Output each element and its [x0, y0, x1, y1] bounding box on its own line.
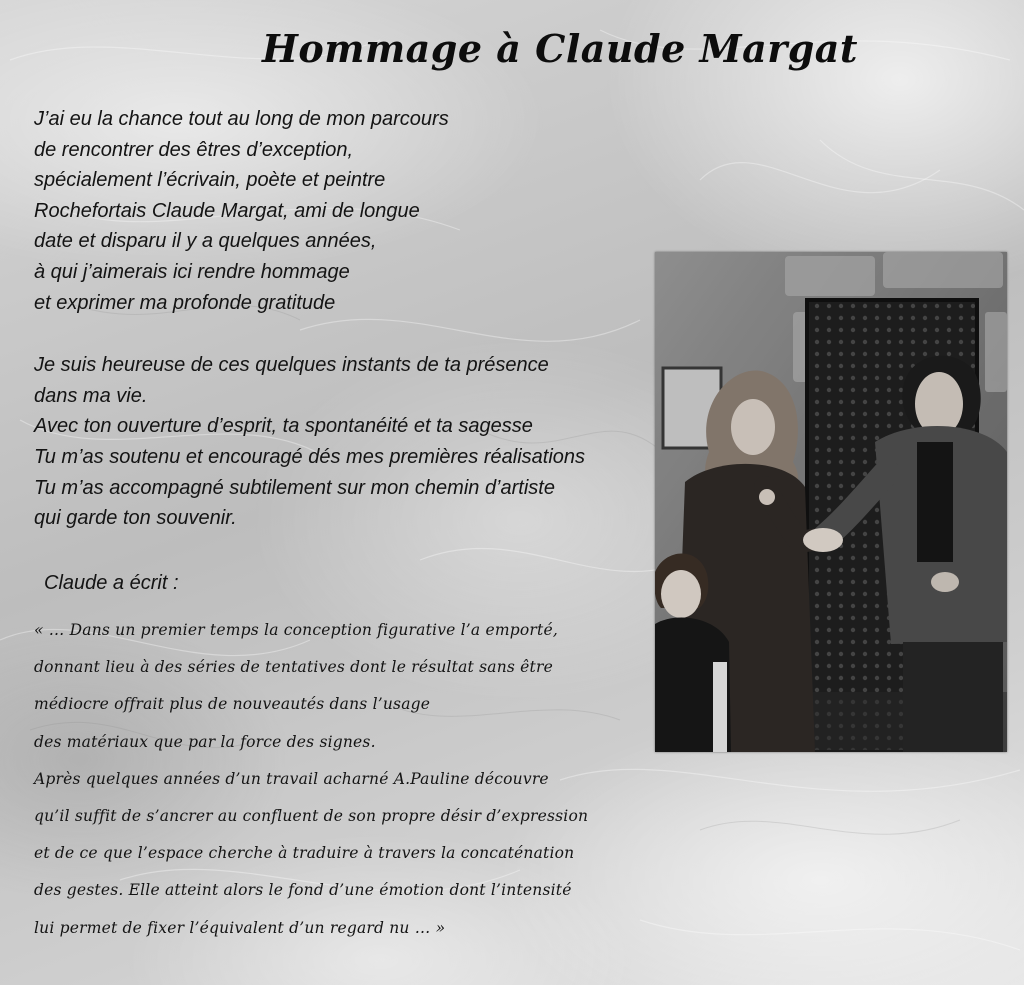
- quote-line: donnant lieu à des séries de tentatives dont le résultat sans être: [34, 658, 553, 677]
- quote-line: « … Dans un premier temps la conception figurative l’a emporté,: [34, 621, 558, 639]
- intro-line: date et disparu il y a quelques années,: [34, 230, 377, 253]
- intro-line: de rencontrer des êtres d’exception,: [34, 138, 354, 161]
- intro-line: Je suis heureuse de ces quelques instants de ta présence: [34, 354, 549, 377]
- page-title: Hommage à Claude Margat: [262, 26, 858, 71]
- portrait-photo: [655, 252, 1007, 752]
- intro-line: Rochefortais Claude Margat, ami de longue: [34, 199, 420, 222]
- quote-line: Après quelques années d’un travail acharné A.Pauline découvre: [34, 769, 549, 788]
- intro-line: spécialement l’écrivain, poète et peintre: [34, 169, 386, 192]
- photo-scene: [655, 252, 1007, 752]
- intro-line: et exprimer ma profonde gratitude: [34, 291, 336, 314]
- quote-line: des matériaux que par la force des signes.: [34, 732, 376, 751]
- quote-line: lui permet de fixer l’équivalent d’un regard nu … »: [34, 918, 446, 937]
- quote-line: et de ce que l’espace cherche à traduire à travers la concaténation: [34, 844, 575, 863]
- quote-text: [34, 612, 654, 947]
- intro-line: dans ma vie.: [34, 384, 148, 407]
- intro-line: J’ai eu la chance tout au long de mon parcours: [34, 108, 449, 130]
- intro-line: Tu m’as soutenu et encouragé dés mes premières réalisations: [34, 445, 586, 468]
- paragraph-spacer: [34, 318, 654, 350]
- intro-line: Tu m’as accompagné subtilement sur mon chemin d’artiste: [34, 476, 555, 499]
- intro-line: Avec ton ouverture d’esprit, ta spontanéité et ta sagesse: [34, 415, 533, 438]
- quote-line: des gestes. Elle atteint alors le fond d’une émotion dont l’intensité: [34, 881, 572, 900]
- quote-line: qu’il suffit de s’ancrer au confluent de son propre désir d’expression: [34, 807, 589, 826]
- intro-text: [34, 104, 654, 534]
- intro-line: à qui j’aimerais ici rendre hommage: [34, 260, 350, 283]
- quote-line: médiocre offrait plus de nouveautés dans l’usage: [34, 695, 431, 714]
- intro-line: qui garde ton souvenir.: [34, 507, 237, 530]
- quote-heading: Claude a écrit :: [44, 572, 179, 594]
